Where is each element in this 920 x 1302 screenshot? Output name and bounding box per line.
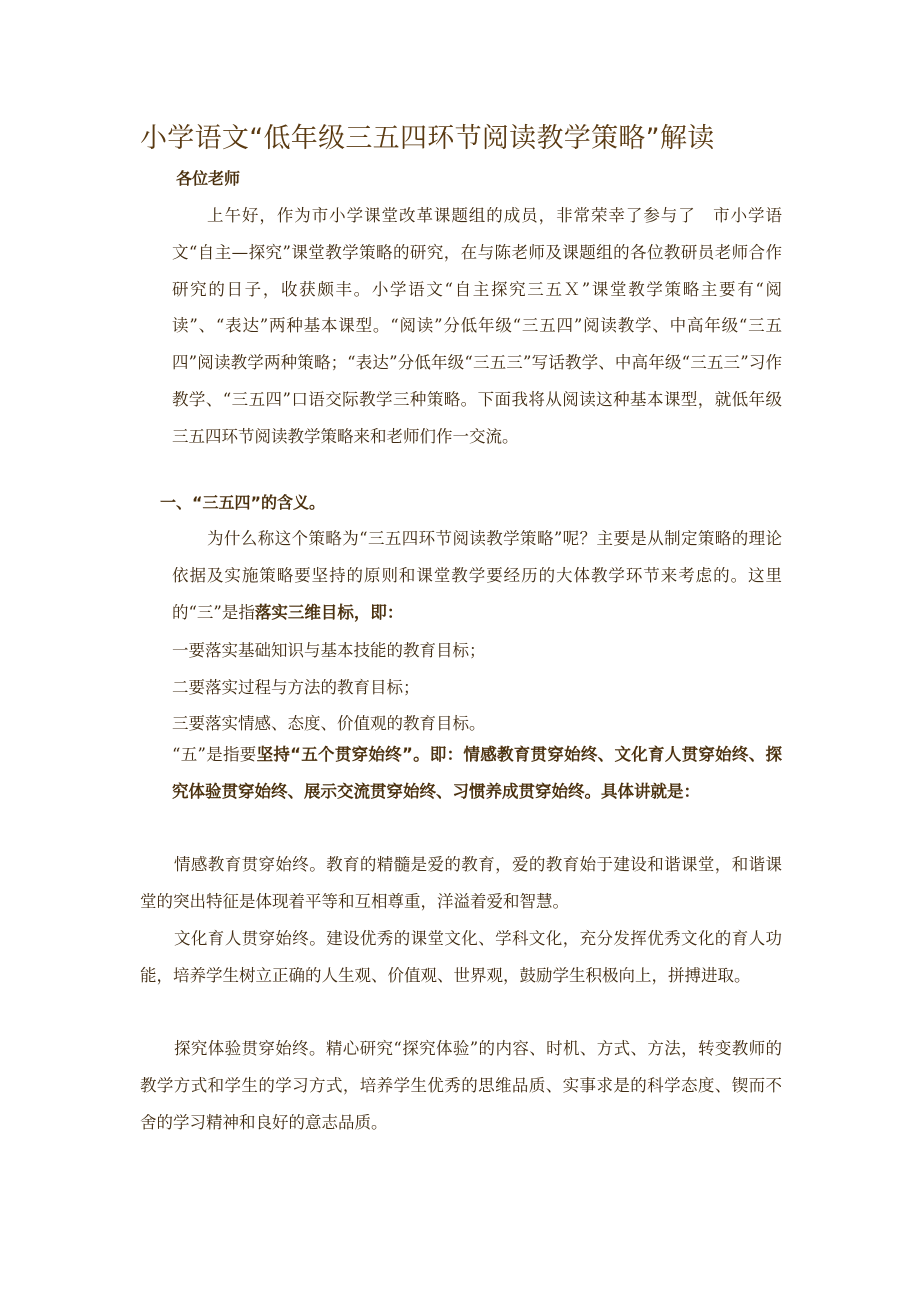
- intro-paragraph: 上午好，作为市小学课堂改革课题组的成员，非常荣幸了参与了 市小学语文“自主—探究”课堂教学策略的研究，在与陈老师及课题组的各位教研员老师合作研究的日子，收获颇丰。小学语文“自主探究三五Ｘ”课堂教学策略主要有“阅读”、“表达”两种基本课型。“阅读”分低年级“三五四”阅读教学、中高年级“三五四”阅读教学两种策略；“表达”分低年级“三五三”写话教学、中高年级“三五三”习作教学、“三五四”口语交际教学三种策略。下面我将从阅读这种基本课型，就低年级三五四环节阅读教学策略来和老师们作一交流。: [172, 206, 782, 446]
- principle-paragraph: 情感教育贯穿始终。教育的精髓是爱的教育，爱的教育始于建设和谐课堂，和谐课堂的突出特征是体现着平等和互相尊重，洋溢着爱和智慧。: [140, 855, 782, 911]
- goal-item: 三要落实情感、态度、价值观的教育目标。: [172, 714, 486, 733]
- goal-item: 一要落实基础知识与基本技能的教育目标；: [172, 641, 486, 660]
- section-explanation-emphasis: 落实三维目标，即：: [254, 602, 404, 622]
- five-principles-paragraph: [172, 737, 782, 811]
- section-explanation-text: 为什么称这个策略为“三五四环节阅读教学策略”呢？主要是从制定策略的理论依据及实施策略要坚持的原则和课堂教学要经历的大体教学环节来考虑的。这里的“三”是指: [172, 529, 782, 622]
- salutation: 各位老师: [176, 169, 241, 188]
- section-explanation: [172, 521, 782, 631]
- five-principles-emphasis: 坚持“五个贯穿始终”。即：情感教育贯穿始终、文化育人贯穿始终、探究体验贯穿始终、展示交流贯穿始终、习惯养成贯穿始终。具体讲就是：: [172, 745, 782, 801]
- principle-paragraph: 探究体验贯穿始终。精心研究“探究体验”的内容、时机、方式、方法，转变教师的教学方式和学生的学习方式，培养学生优秀的思维品质、实事求是的科学态度、锲而不舍的学习精神和良好的意志品质。: [140, 1039, 782, 1132]
- section-heading: 一、“三五四”的含义。: [160, 493, 326, 512]
- document-title: 小学语文“低年级三五四环节阅读教学策略”解读: [140, 123, 715, 154]
- five-principles-text: “五”是指要: [172, 745, 257, 764]
- principle-paragraph: 文化育人贯穿始终。建设优秀的课堂文化、学科文化，充分发挥优秀文化的育人功能，培养学生树立正确的人生观、价值观、世界观，鼓励学生积极向上，拼搏进取。: [140, 929, 782, 985]
- goal-item: 二要落实过程与方法的教育目标；: [172, 678, 420, 697]
